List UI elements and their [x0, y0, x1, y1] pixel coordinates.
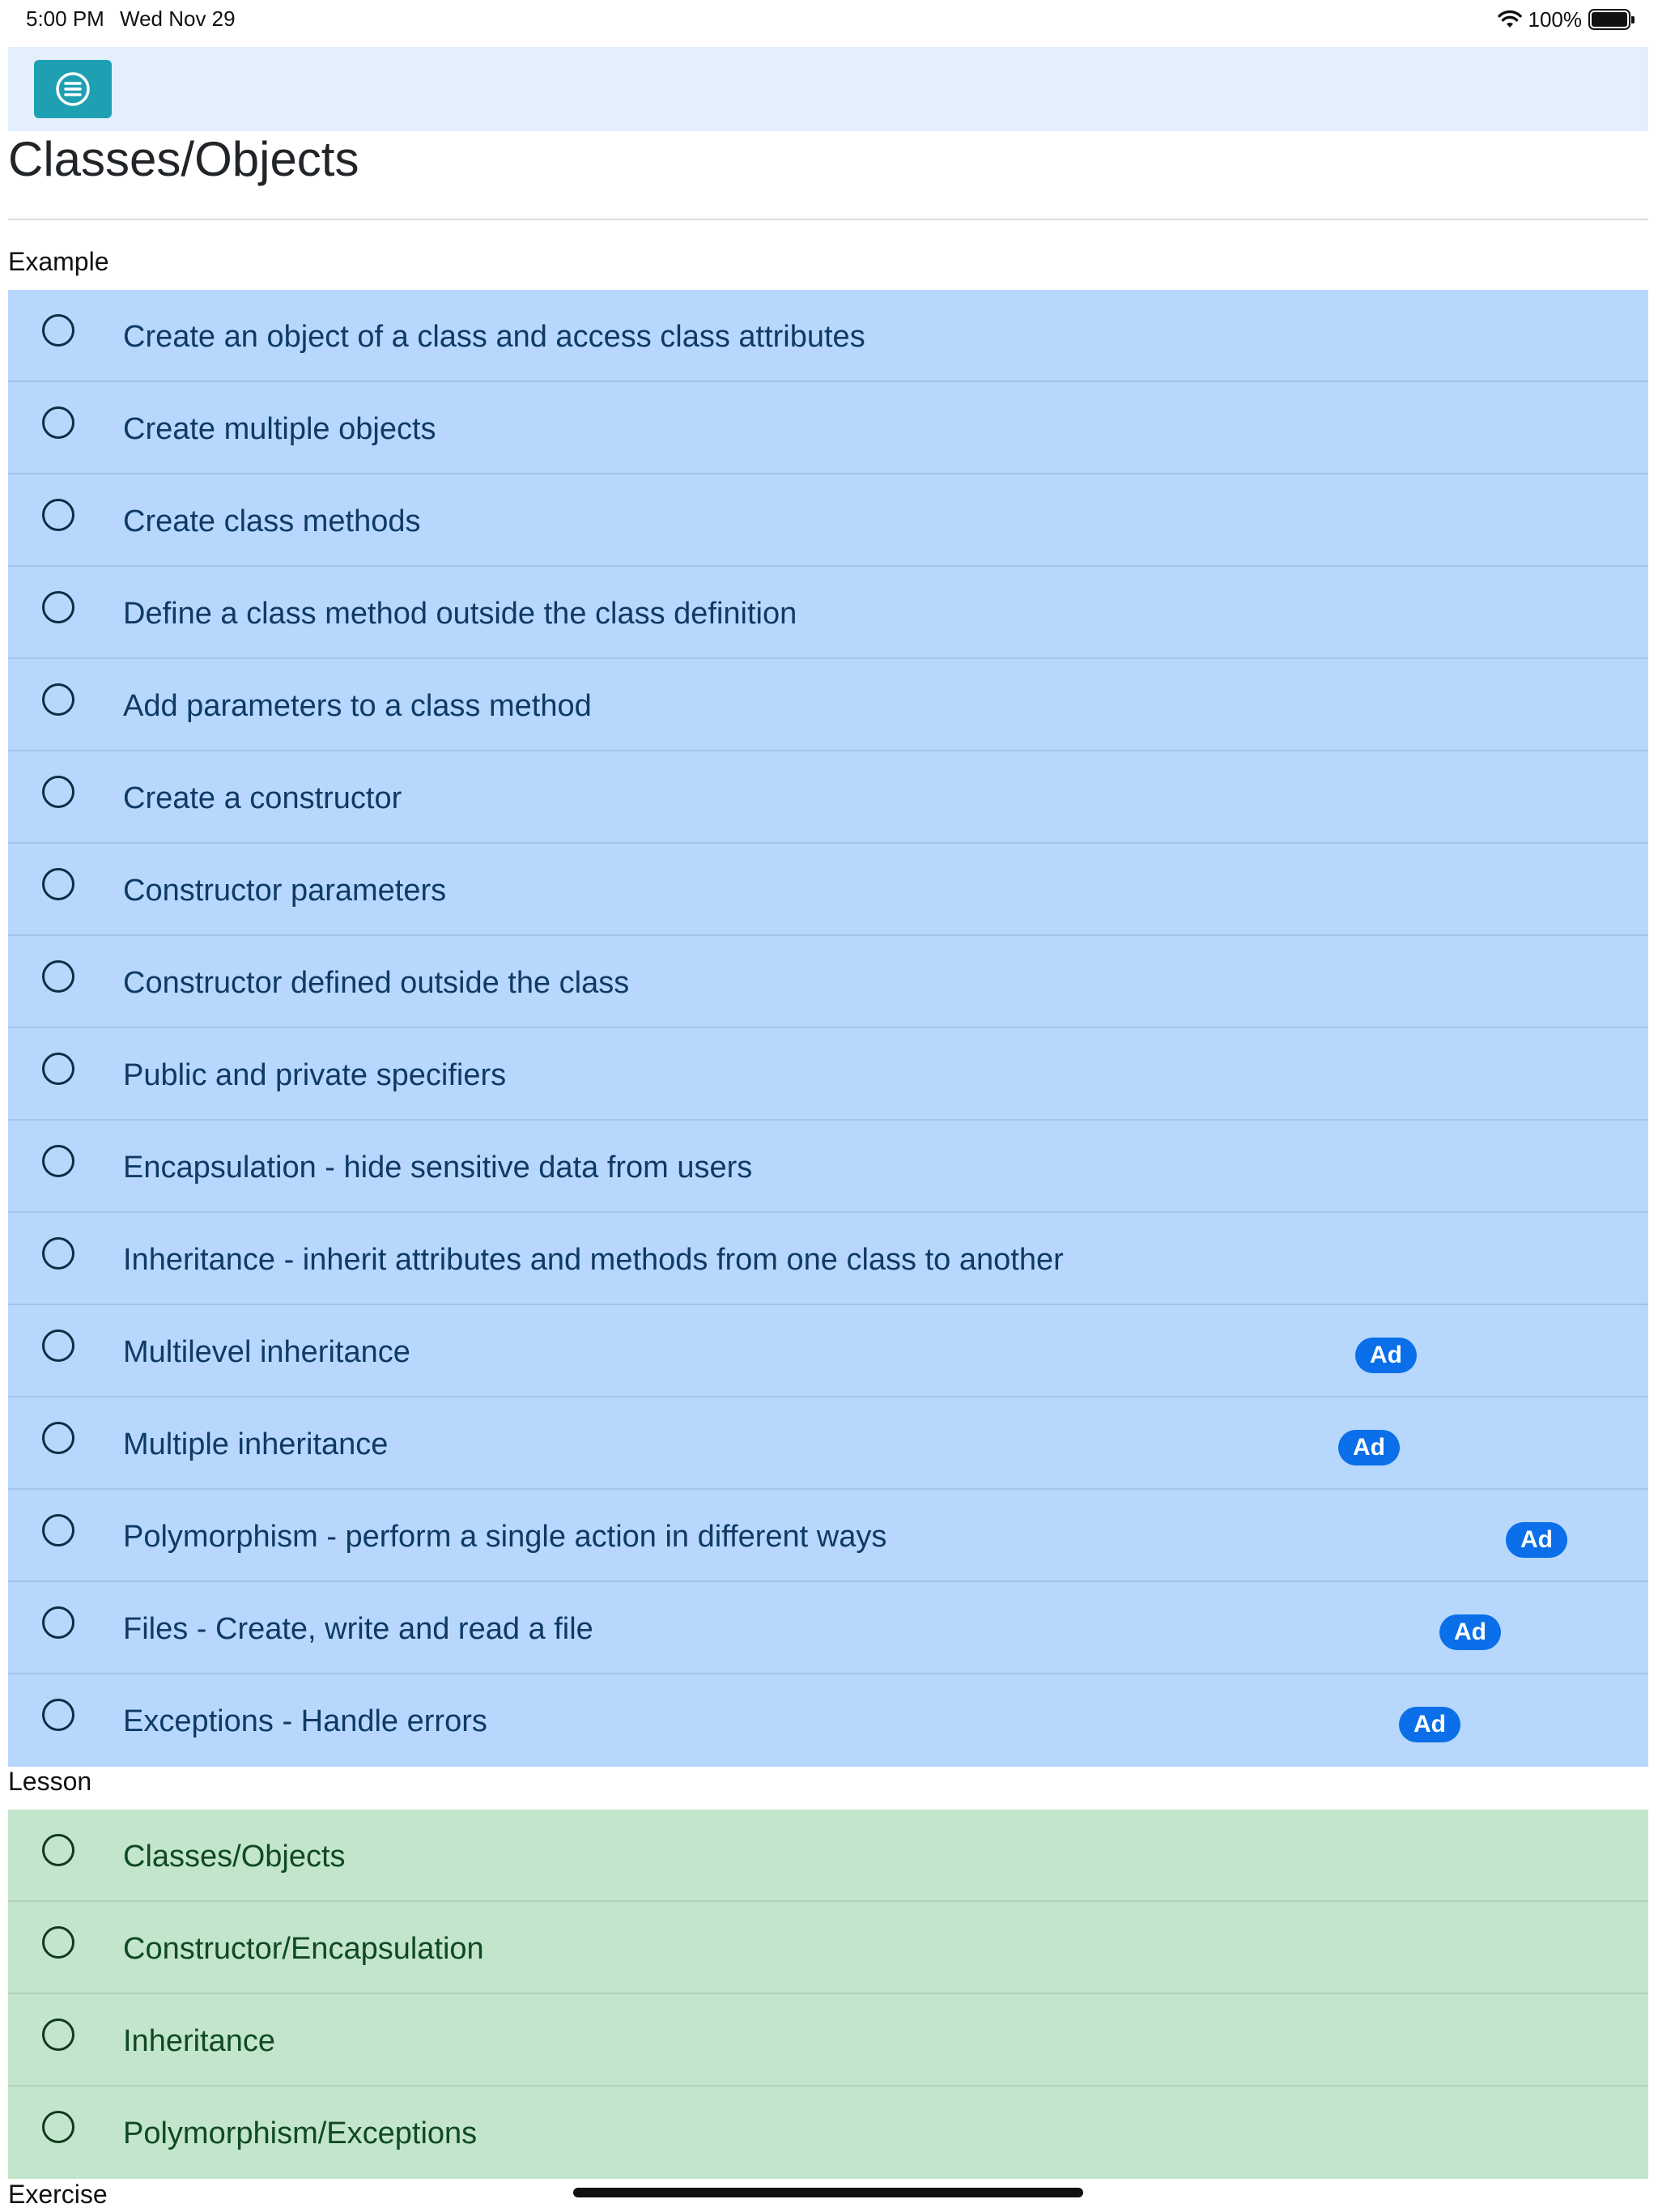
item-label: Public and private specifiers: [123, 1058, 507, 1092]
status-right: [1498, 6, 1631, 32]
list-item[interactable]: [8, 1213, 1648, 1305]
list-item[interactable]: [8, 382, 1648, 474]
item-label: Polymorphism/Exceptions: [123, 2116, 478, 2150]
radio-circle-icon[interactable]: [42, 406, 74, 439]
radio-circle-icon[interactable]: [42, 1834, 74, 1866]
item-label: Create class methods: [123, 504, 421, 538]
list-item[interactable]: [8, 1582, 1648, 1674]
list-item[interactable]: [8, 290, 1648, 382]
radio-circle-icon[interactable]: [42, 960, 74, 993]
radio-circle-icon[interactable]: [42, 591, 74, 623]
radio-circle-icon[interactable]: [42, 683, 74, 716]
list-item[interactable]: [8, 1121, 1648, 1213]
item-label: Inheritance - inherit attributes and methods from one class to another: [123, 1243, 1064, 1277]
item-label: Constructor defined outside the class: [123, 966, 630, 1000]
item-label: Polymorphism - perform a single action in different ways: [123, 1520, 887, 1554]
ad-badge[interactable]: Ad: [1506, 1522, 1567, 1558]
item-label: Create an object of a class and access class attributes: [123, 320, 865, 354]
radio-circle-icon[interactable]: [42, 1606, 74, 1639]
item-label: Constructor/Encapsulation: [123, 1932, 484, 1966]
battery-icon: [1588, 9, 1630, 30]
home-indicator[interactable]: [573, 2188, 1083, 2197]
status-bar: [0, 0, 1658, 40]
item-label: Define a class method outside the class definition: [123, 597, 797, 631]
radio-circle-icon[interactable]: [42, 2018, 74, 2051]
wifi-icon: [1498, 10, 1522, 29]
list-item[interactable]: [8, 844, 1648, 936]
ad-badge[interactable]: Ad: [1439, 1614, 1501, 1650]
item-label: Create a constructor: [123, 781, 402, 815]
item-label: Constructor parameters: [123, 874, 447, 908]
list-item[interactable]: [8, 567, 1648, 659]
list-item[interactable]: [8, 1397, 1648, 1490]
item-label: Encapsulation - hide sensitive data from users: [123, 1151, 753, 1185]
ad-badge[interactable]: Ad: [1355, 1338, 1417, 1373]
list-item[interactable]: [8, 1490, 1648, 1582]
item-label: Classes/Objects: [123, 1840, 346, 1874]
radio-circle-icon[interactable]: [42, 1329, 74, 1362]
item-label: Multiple inheritance: [123, 1427, 389, 1461]
list-item[interactable]: [8, 1810, 1648, 1902]
top-toolbar: [8, 47, 1648, 131]
list-item[interactable]: [8, 1994, 1648, 2087]
example-list: [8, 290, 1648, 1767]
title-divider: [8, 219, 1648, 220]
lesson-list: [8, 1810, 1648, 2179]
radio-circle-icon[interactable]: [42, 1053, 74, 1085]
item-label: Inheritance: [123, 2024, 276, 2058]
radio-circle-icon[interactable]: [42, 776, 74, 808]
item-label: Multilevel inheritance: [123, 1335, 410, 1369]
status-date: Wed Nov 29: [120, 6, 236, 31]
radio-circle-icon[interactable]: [42, 314, 74, 347]
section-label-exercise: Exercise: [8, 2180, 108, 2209]
item-label: Add parameters to a class method: [123, 689, 592, 723]
battery-percent: 100%: [1528, 6, 1582, 32]
page-title: Classes/Objects: [8, 132, 359, 186]
radio-circle-icon[interactable]: [42, 868, 74, 900]
status-time: 5:00 PM: [26, 6, 104, 31]
list-item[interactable]: [8, 2087, 1648, 2179]
radio-circle-icon[interactable]: [42, 1926, 74, 1959]
section-label-example: Example: [8, 247, 109, 276]
radio-circle-icon[interactable]: [42, 1699, 74, 1731]
list-item[interactable]: [8, 936, 1648, 1028]
radio-circle-icon[interactable]: [42, 1514, 74, 1546]
list-item[interactable]: [8, 1902, 1648, 1994]
section-label-lesson: Lesson: [8, 1767, 92, 1796]
list-item[interactable]: [8, 1674, 1648, 1767]
menu-button[interactable]: [34, 60, 112, 118]
list-item[interactable]: [8, 751, 1648, 844]
radio-circle-icon[interactable]: [42, 1145, 74, 1177]
ad-badge[interactable]: Ad: [1399, 1707, 1460, 1742]
item-label: Create multiple objects: [123, 412, 436, 446]
ad-badge[interactable]: Ad: [1338, 1430, 1400, 1465]
list-item[interactable]: [8, 1028, 1648, 1121]
list-item[interactable]: [8, 659, 1648, 751]
radio-circle-icon[interactable]: [42, 1422, 74, 1454]
radio-circle-icon[interactable]: [42, 1237, 74, 1270]
list-item[interactable]: [8, 474, 1648, 567]
item-label: Exceptions - Handle errors: [123, 1704, 487, 1738]
item-label: Files - Create, write and read a file: [123, 1612, 593, 1646]
menu-list-icon: [54, 70, 91, 108]
radio-circle-icon[interactable]: [42, 2111, 74, 2143]
list-item[interactable]: [8, 1305, 1648, 1397]
radio-circle-icon[interactable]: [42, 499, 74, 531]
